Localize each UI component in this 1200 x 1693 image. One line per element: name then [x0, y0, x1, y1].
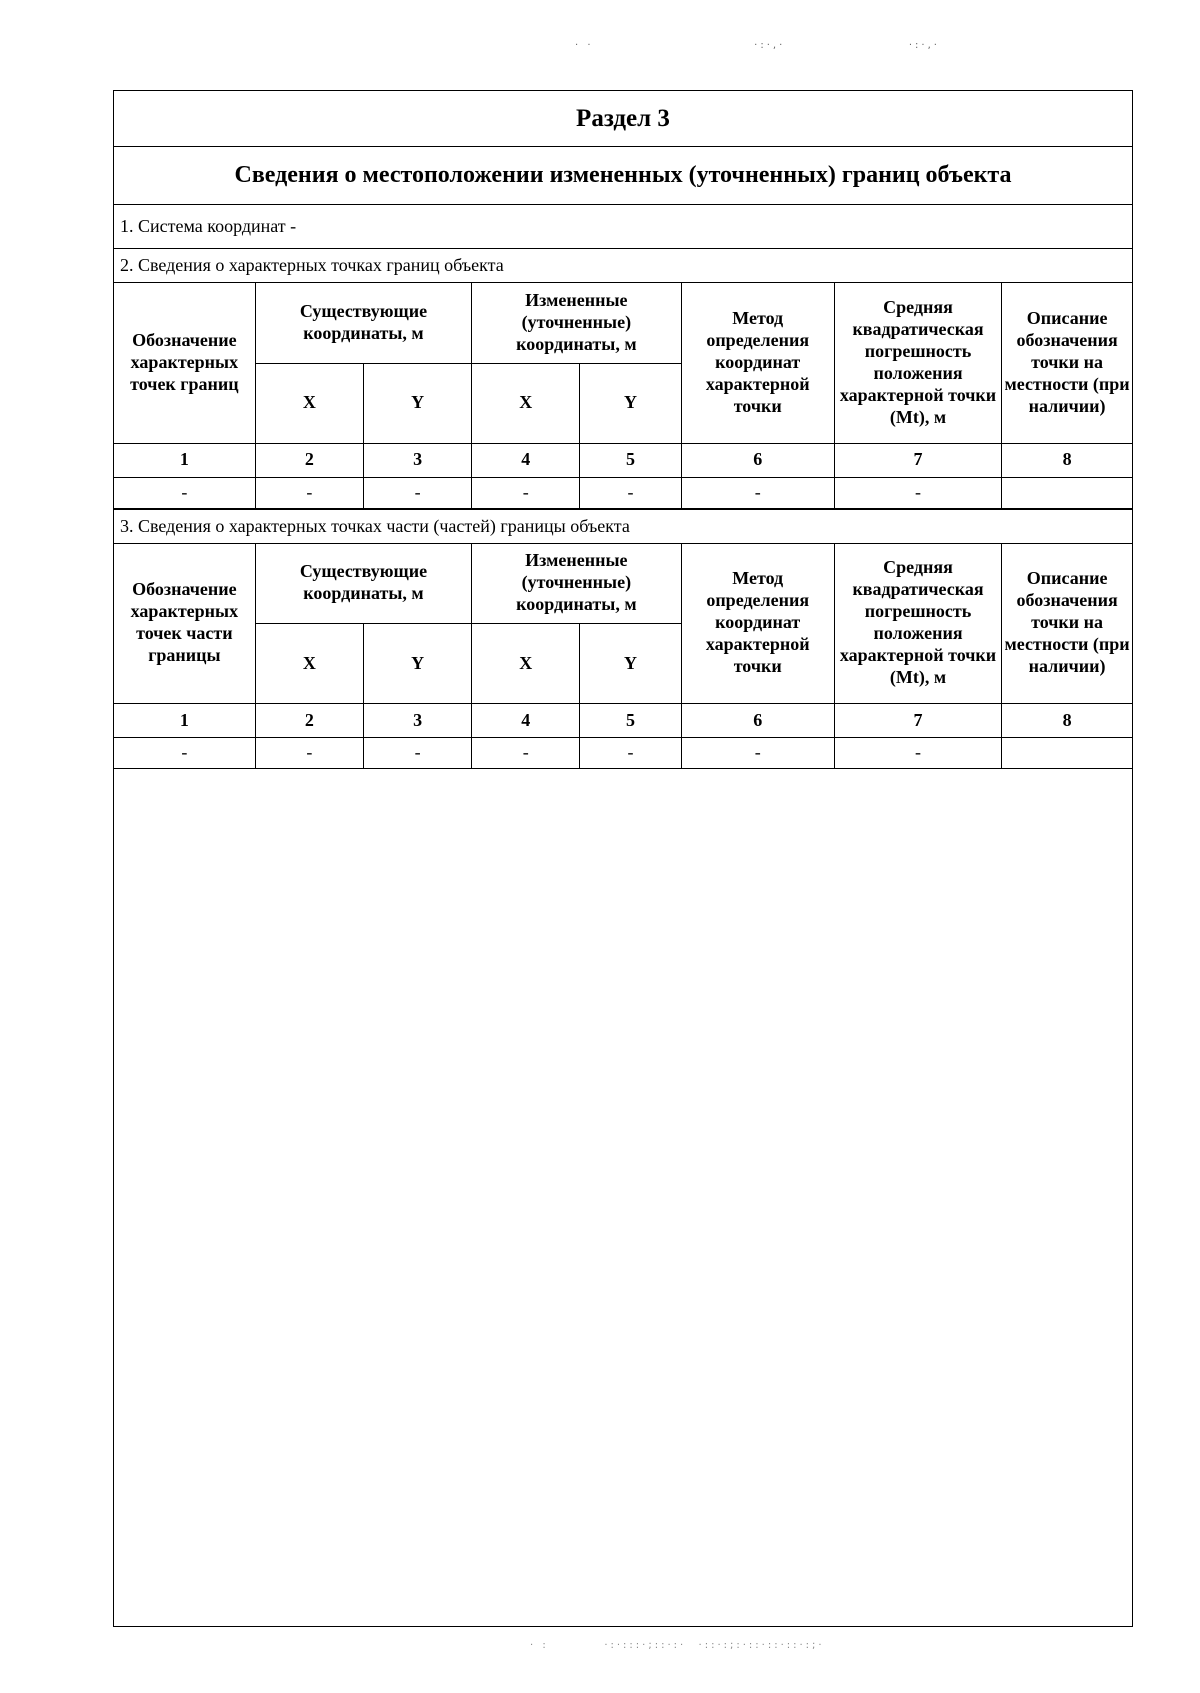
- existing-x-header: X: [255, 363, 363, 443]
- col-point-designation-header: Обозначение характерных точек границ: [114, 283, 255, 443]
- coord-system-line: 1. Система координат -: [114, 205, 1132, 249]
- existing-coords-header: Существующие координаты, м: [255, 544, 471, 624]
- column-number: 4: [472, 704, 580, 738]
- table-cell: -: [834, 738, 1001, 769]
- document-frame: [113, 90, 1133, 1627]
- column-number: 5: [580, 704, 681, 738]
- existing-y-header: Y: [363, 624, 471, 704]
- method-header: Метод определения координат характерной точки: [681, 283, 834, 443]
- table-cell: -: [255, 738, 363, 769]
- changed-coords-header: Измененные (уточненные) координаты, м: [472, 283, 681, 363]
- column-number: 1: [114, 704, 255, 738]
- changed-coords-header: Измененные (уточненные) координаты, м: [472, 544, 681, 624]
- column-number: 8: [1002, 704, 1132, 738]
- column-number: 6: [681, 443, 834, 477]
- table-cell: -: [681, 738, 834, 769]
- column-number: 8: [1002, 443, 1132, 477]
- boundary-points-table: [114, 283, 1132, 509]
- changed-x-header: X: [472, 624, 580, 704]
- column-number: 2: [255, 704, 363, 738]
- changed-x-header: X: [472, 363, 580, 443]
- table-cell: -: [472, 477, 580, 508]
- column-number: 7: [834, 443, 1001, 477]
- boundary-part-points-table: [114, 544, 1132, 770]
- method-header: Метод определения координат характерной точки: [681, 544, 834, 704]
- table-cell: -: [472, 738, 580, 769]
- table1-caption: 2. Сведения о характерных точках границ объекта: [114, 249, 1132, 283]
- table-cell: -: [681, 477, 834, 508]
- table-cell: -: [363, 477, 471, 508]
- column-number: 2: [255, 443, 363, 477]
- scan-noise-top: · · ·:·,· ·:·,·: [575, 40, 940, 51]
- table-cell: -: [580, 738, 681, 769]
- column-number: 7: [834, 704, 1001, 738]
- table-cell: -: [255, 477, 363, 508]
- column-number: 6: [681, 704, 834, 738]
- existing-y-header: Y: [363, 363, 471, 443]
- column-number: 4: [472, 443, 580, 477]
- page-title: Раздел 3: [114, 91, 1132, 147]
- column-number: 3: [363, 704, 471, 738]
- col-point-designation-header: Обозначение характерных точек части границы: [114, 544, 255, 704]
- description-header: Описание обозначения точки на местности (при наличии): [1002, 544, 1132, 704]
- table-cell: [1002, 738, 1132, 769]
- table-cell: -: [363, 738, 471, 769]
- column-number: 3: [363, 443, 471, 477]
- existing-coords-header: Существующие координаты, м: [255, 283, 471, 363]
- changed-y-header: Y: [580, 624, 681, 704]
- changed-y-header: Y: [580, 363, 681, 443]
- error-header: Средняя квадратическая погрешность положения характерной точки (Mt), м: [834, 544, 1001, 704]
- table-cell: [1002, 477, 1132, 508]
- error-header: Средняя квадратическая погрешность положения характерной точки (Mt), м: [834, 283, 1001, 443]
- table-cell: -: [580, 477, 681, 508]
- column-number: 1: [114, 443, 255, 477]
- existing-x-header: X: [255, 624, 363, 704]
- table-cell: -: [114, 477, 255, 508]
- column-number: 5: [580, 443, 681, 477]
- table-cell: -: [114, 738, 255, 769]
- table-cell: -: [834, 477, 1001, 508]
- page-subtitle: Сведения о местоположении измененных (уточненных) границ объекта: [114, 147, 1132, 205]
- table2-caption: 3. Сведения о характерных точках части (частей) границы объекта: [114, 509, 1132, 544]
- description-header: Описание обозначения точки на местности (при наличии): [1002, 283, 1132, 443]
- scan-noise-bottom: · : ·:·:::·;::·:· ·::·:;:·::·::·::·:;·: [530, 1640, 825, 1651]
